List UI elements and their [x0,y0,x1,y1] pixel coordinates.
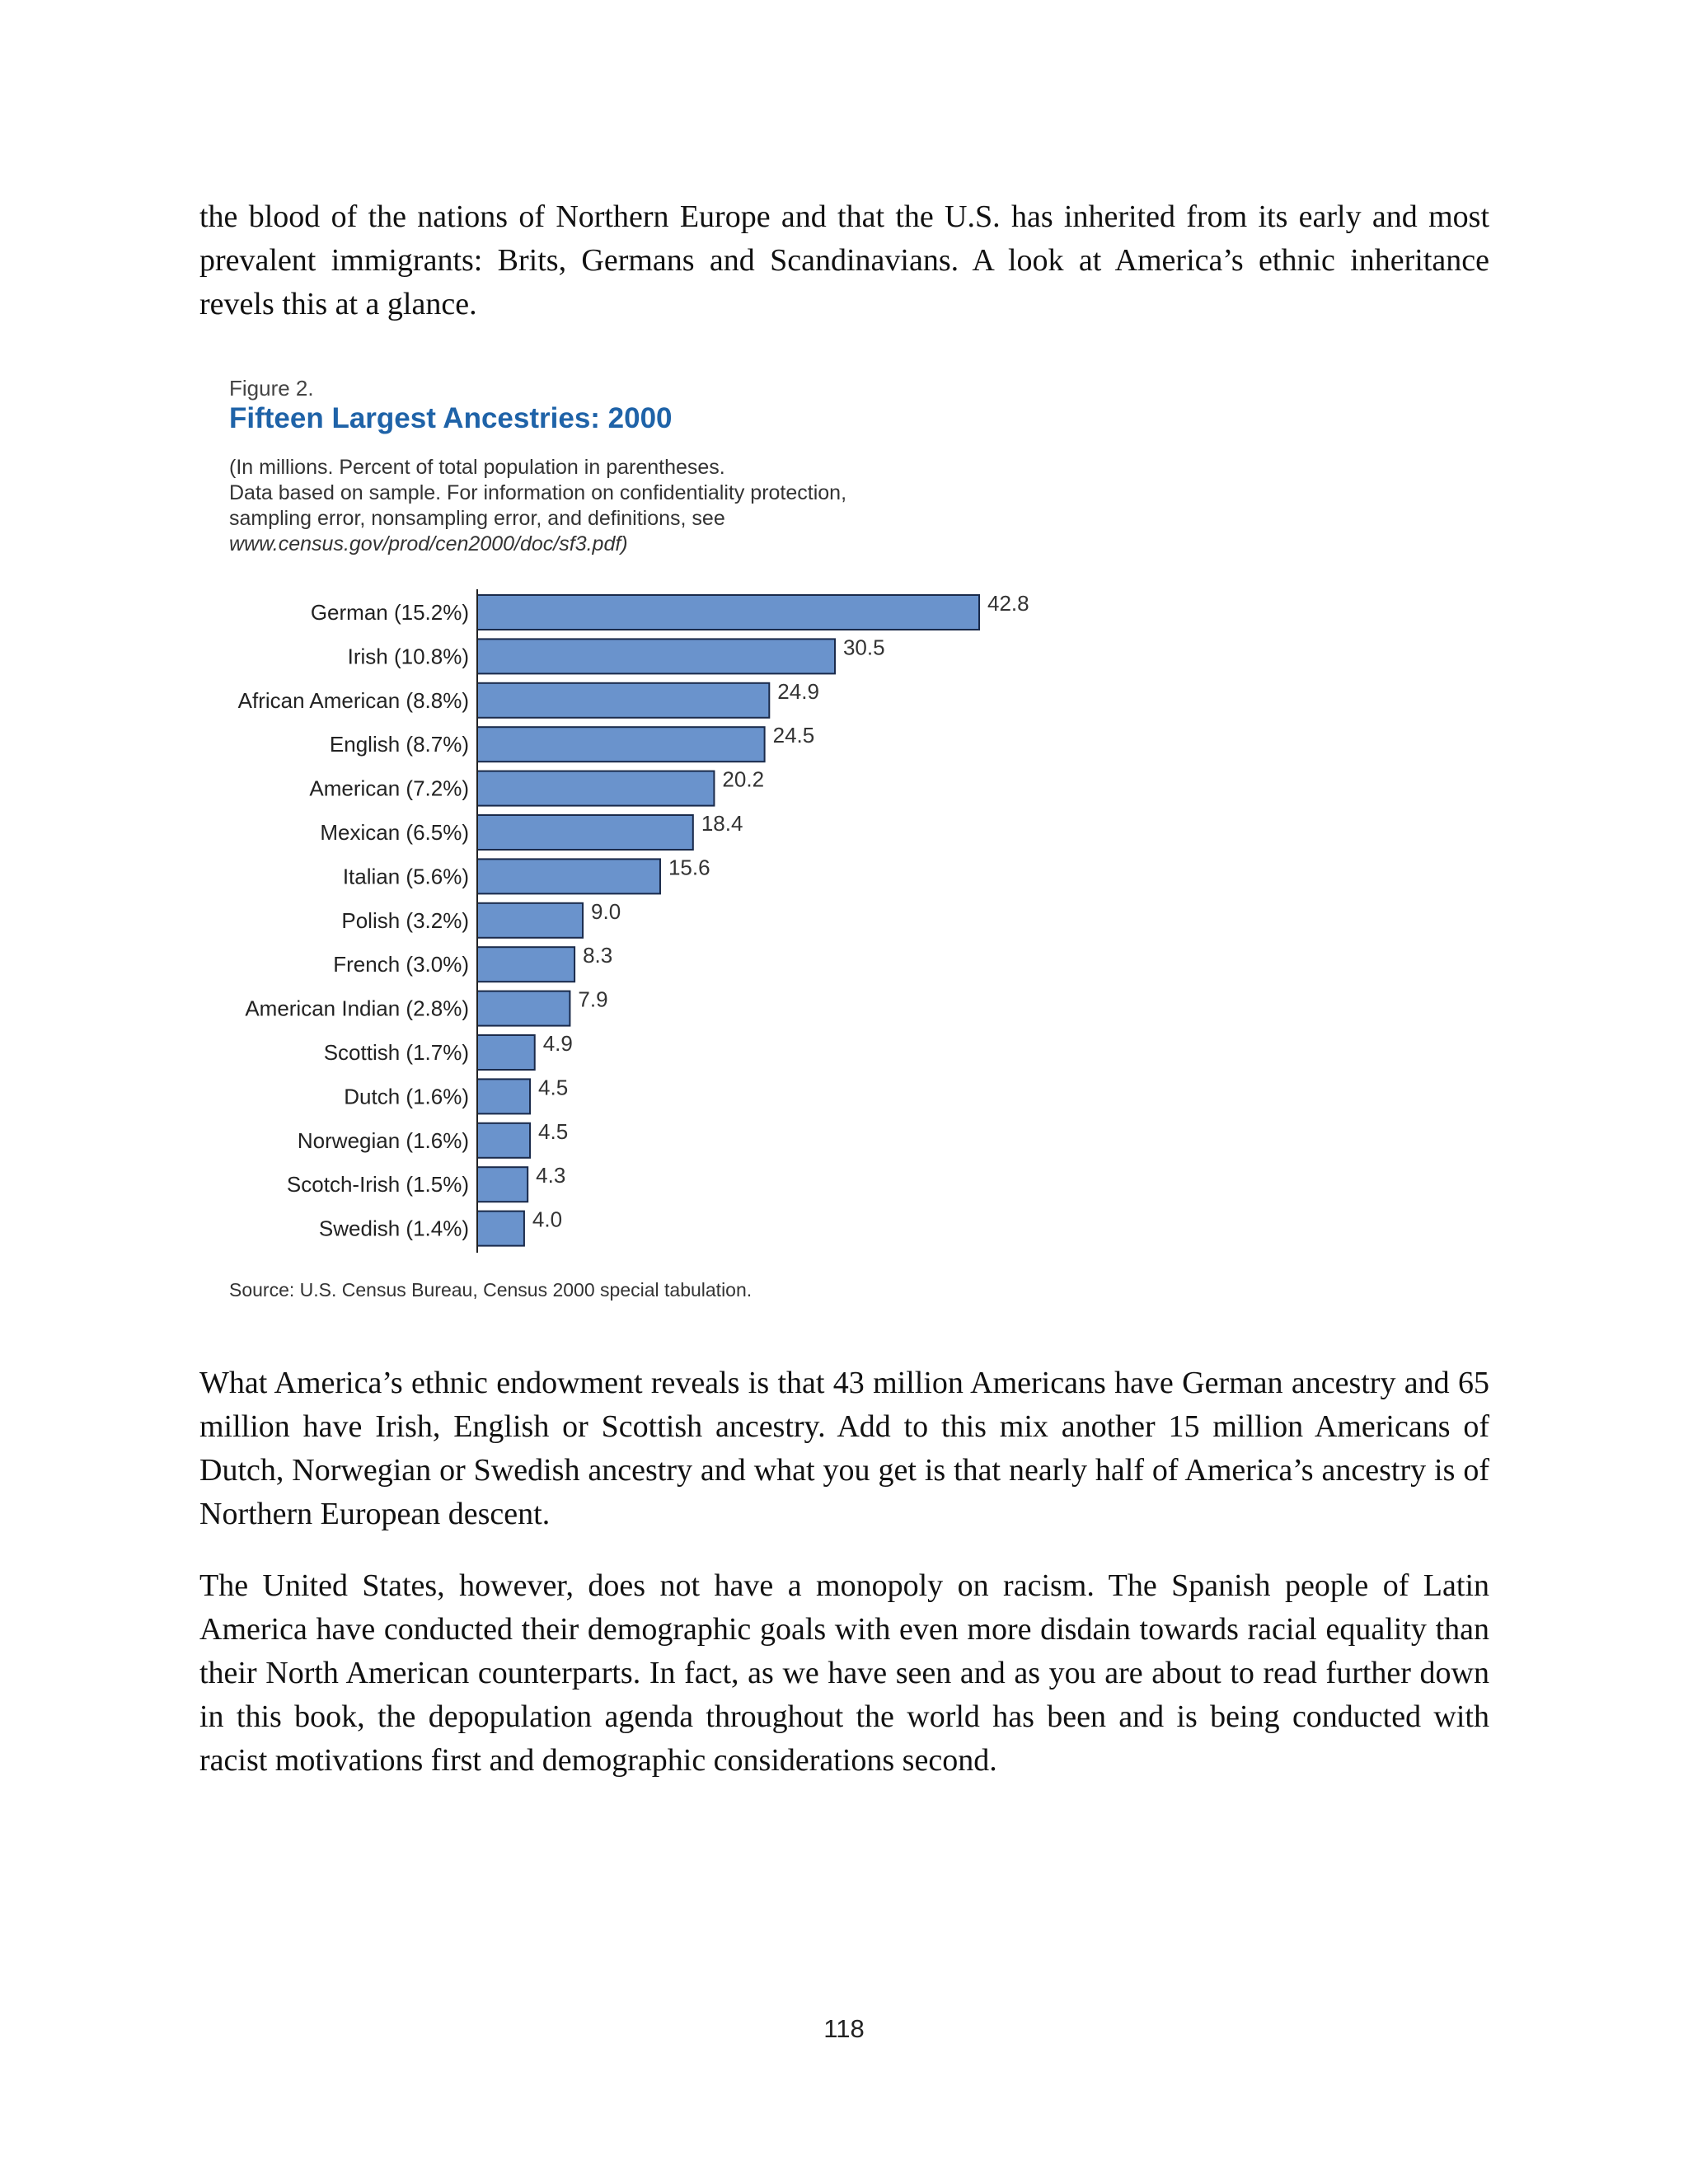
category-label: Norwegian (1.6%) [297,1127,469,1153]
figure-label: Figure 2. [229,376,314,401]
value-label: 4.5 [538,1118,569,1144]
category-label: Scottish (1.7%) [323,1040,469,1065]
value-label: 24.9 [777,678,819,704]
category-label: Swedish (1.4%) [318,1216,469,1241]
category-label: French (3.0%) [333,952,469,977]
bar [477,1079,530,1113]
figure-note-line: Data based on sample. For information on confidentiality protection, [229,481,847,504]
bar [477,991,570,1026]
figure-source: Source: U.S. Census Bureau, Census 2000 special tabulation. [229,1279,753,1301]
category-label: German (15.2%) [310,600,469,625]
value-label: 18.4 [701,811,743,836]
bar [477,1035,535,1070]
figure-title: Fifteen Largest Ancestries: 2000 [229,402,673,434]
value-label: 30.5 [842,635,885,660]
bar [477,947,574,982]
category-label: American Indian (2.8%) [245,996,469,1021]
bar [477,1212,524,1246]
value-label: 4.5 [538,1075,569,1100]
bar [477,859,660,893]
category-label: Irish (10.8%) [347,644,469,669]
bar [477,1123,530,1158]
bar [477,815,693,850]
value-label: 24.5 [772,723,815,748]
body-paragraph-racism: The United States, however, does not have a monopoly on racism. The Spanish people of Latin America have conducted their demographic goals with even more disdain towards racial equality than their North American counterparts. In fact, as we have seen and as you are about to read further down in this book, the depopulation agenda throughout the world has been and is being conducted with racist motivations first and demographic considerations second. [199,1568,1489,1778]
bar [477,771,714,806]
category-label: Polish (3.2%) [341,907,469,933]
bar [477,903,583,938]
bar [477,639,835,673]
value-label: 9.0 [591,898,621,924]
value-label: 20.2 [722,766,765,792]
figure-note-line: sampling error, nonsampling error, and definitions, see [229,507,725,530]
body-paragraph-endowment: What America’s ethnic endowment reveals is that 43 million Americans have German ancestry and 65 million have Irish, English or Scottish ancestry. Add to this mix another 15 million Americans of Dutch, Norwegian or Swedish ancestry and what you get is that nearly half of America’s ancestry is of Northern European descent. [199,1366,1489,1531]
bar [477,595,979,630]
value-label: 4.0 [532,1207,563,1232]
category-label: Mexican (6.5%) [320,820,469,845]
bar [477,683,769,718]
value-label: 4.9 [542,1031,573,1056]
category-label: Italian (5.6%) [342,864,469,889]
value-label: 8.3 [583,943,613,968]
bar [477,1167,528,1202]
value-label: 4.3 [536,1163,566,1188]
category-label: American (7.2%) [309,776,469,801]
value-label: 42.8 [987,591,1029,616]
page-number: 118 [823,2014,865,2043]
body-paragraph-intro: the blood of the nations of Northern Europe and that the U.S. has inherited from its early and most prevalent immigrants: Brits, Germans and Scandinavians. A look at America’s ethnic inheritance revels this at a glance. [199,199,1489,321]
category-label: Scotch-Irish (1.5%) [286,1172,469,1197]
bar [477,727,765,762]
category-label: English (8.7%) [329,732,469,757]
value-label: 15.6 [668,855,710,880]
category-label: Dutch (1.6%) [344,1084,469,1109]
category-label: African American (8.8%) [237,687,469,713]
figure-note-line: (In millions. Percent of total population in parentheses. [229,456,725,479]
value-label: 7.9 [578,987,608,1012]
figure-note-url: www.census.gov/prod/cen2000/doc/sf3.pdf) [229,532,628,555]
